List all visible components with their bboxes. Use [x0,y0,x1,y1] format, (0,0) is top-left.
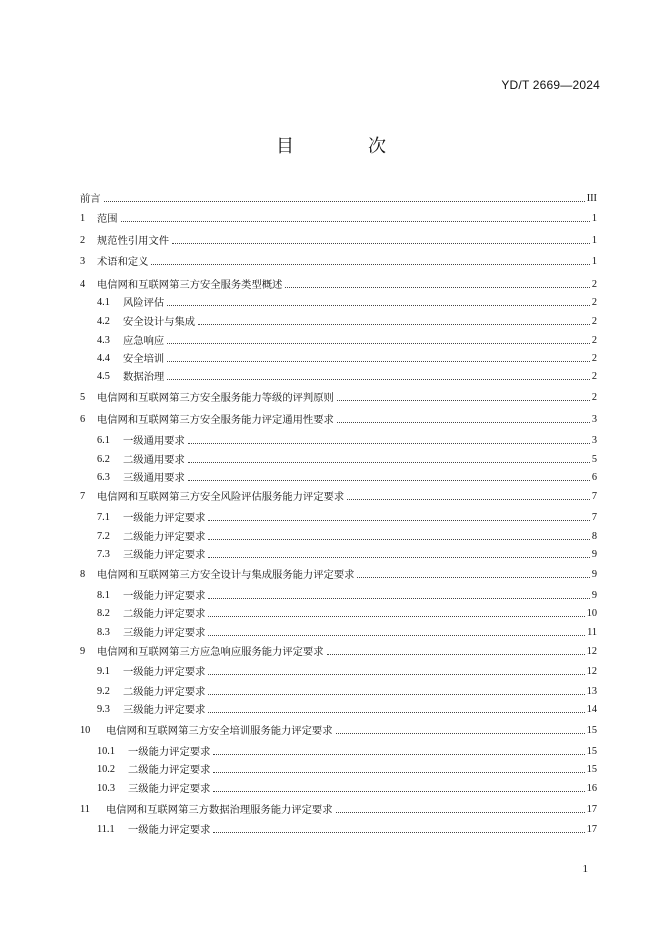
toc-entry-page: 2 [591,371,597,382]
toc-entry-number: 10 [80,725,91,736]
toc-dot-leader [337,399,590,401]
toc-entry-number: 2 [80,235,86,246]
toc-dot-leader [208,556,589,558]
toc-dot-leader [121,220,590,222]
toc-entry[interactable] [80,190,597,206]
toc-entry[interactable] [80,643,597,659]
toc-entry[interactable] [80,253,597,269]
toc-entry[interactable] [97,509,597,525]
toc-entry-title: 三级能力评定要求 [128,783,211,795]
toc-dot-leader [208,538,589,540]
toc-entry-number: 9.1 [97,666,110,677]
toc-entry-page: 16 [586,783,597,794]
toc-entry-page: 2 [591,279,597,290]
toc-entry-number: 4 [80,279,86,290]
toc-entry-number: 3 [80,256,86,267]
toc-entry-number: 7.1 [97,512,110,523]
toc-entry-number: 8.3 [97,627,110,638]
toc-entry-page: 7 [591,512,597,523]
toc-entry-page: 9 [591,590,597,601]
toc-entry-page: 10 [586,608,597,619]
toc-entry-title: 电信网和互联网第三方数据治理服务能力评定要求 [106,804,333,816]
toc-entry-number: 5 [80,392,86,403]
toc-entry[interactable] [97,332,597,348]
toc-entry-number: 11 [80,804,90,815]
toc-entry-title: 一级能力评定要求 [128,746,211,758]
toc-entry[interactable] [80,232,597,248]
toc-dot-leader [167,378,590,380]
toc-dot-leader [188,442,590,444]
toc-entry[interactable] [97,683,597,699]
toc-entry-title: 三级能力评定要求 [123,704,206,716]
toc-entry[interactable] [97,663,597,679]
toc-entry[interactable] [97,469,597,485]
toc-entry-title: 二级能力评定要求 [128,764,211,776]
toc-entry-title: 电信网和互联网第三方安全设计与集成服务能力评定要求 [97,569,355,581]
toc-dot-leader [357,576,589,578]
toc-entry[interactable] [80,276,597,292]
toc-entry-title: 二级通用要求 [123,454,185,466]
toc-entry-title: 一级通用要求 [123,435,185,447]
toc-entry-title: 三级通用要求 [123,472,185,484]
toc-entry-number: 7.2 [97,531,110,542]
toc-dot-leader [167,342,590,344]
toc-entry[interactable] [97,624,597,640]
toc-entry-page: 7 [591,491,597,502]
toc-entry-page: 2 [591,316,597,327]
toc-entry-page: 2 [591,392,597,403]
toc-dot-leader [208,519,589,521]
toc-entry-number: 8.2 [97,608,110,619]
toc-dot-leader [213,831,584,833]
toc-dot-leader [172,242,590,244]
toc-entry-number: 7.3 [97,549,110,560]
page-number: 1 [582,863,588,875]
toc-entry-title: 电信网和互联网第三方安全服务能力等级的评判原则 [97,392,334,404]
toc-entry-page: 12 [586,666,597,677]
toc-entry-number: 1 [80,213,86,224]
toc-entry-title: 二级能力评定要求 [123,608,206,620]
toc-dot-leader [188,479,590,481]
toc-entry-page: 17 [586,824,597,835]
toc-entry-number: 8 [80,569,86,580]
toc-entry[interactable] [80,722,597,738]
toc-entry[interactable] [80,389,597,405]
toc-dot-leader [208,615,584,617]
toc-entry-title: 风险评估 [123,297,165,309]
toc-entry-page: 14 [586,704,597,715]
toc-entry-page: 1 [591,235,597,246]
toc-entry-title: 三级能力评定要求 [123,549,206,561]
toc-entry-title: 电信网和互联网第三方安全风险评估服务能力评定要求 [97,491,345,503]
toc-entry-number: 4.3 [97,335,110,346]
toc-entry[interactable] [97,780,597,796]
toc-dot-leader [336,811,585,813]
toc-entry-page: 12 [586,646,597,657]
toc-dot-leader [327,653,585,655]
toc-dot-leader [208,693,584,695]
toc-entry-page: 3 [591,414,597,425]
toc-entry-title: 规范性引用文件 [97,235,170,247]
toc-entry-title: 安全设计与集成 [123,316,196,328]
toc-entry-number: 6.2 [97,454,110,465]
toc-dot-leader [198,323,590,325]
toc-entry-title: 安全培训 [123,353,165,365]
toc-dot-leader [213,771,584,773]
toc-dot-leader [167,304,590,306]
toc-entry-page: 15 [586,746,597,757]
toc-entry-page: III [586,193,597,204]
toc-entry-page: 13 [586,686,597,697]
toc-entry[interactable] [97,294,597,310]
toc-entry-page: 8 [591,531,597,542]
toc-dot-leader [167,360,590,362]
toc-entry[interactable] [97,368,597,384]
toc-entry[interactable] [97,546,597,562]
toc-entry-number: 9.3 [97,704,110,715]
toc-entry-page: 11 [587,627,597,638]
toc-entry-title: 一级能力评定要求 [123,590,206,602]
toc-entry-number: 9 [80,646,86,657]
toc-entry-title: 二级能力评定要求 [123,531,206,543]
toc-entry-page: 2 [591,335,597,346]
toc-entry[interactable] [97,528,597,544]
toc-entry-number: 4.5 [97,371,110,382]
toc-entry-page: 1 [591,213,597,224]
toc-entry[interactable] [97,350,597,366]
toc-entry-title: 电信网和互联网第三方安全服务类型概述 [97,279,283,291]
toc-entry-title: 一级能力评定要求 [123,512,206,524]
toc-dot-leader [188,461,590,463]
toc-entry-page: 9 [591,569,597,580]
toc-entry[interactable] [80,566,597,582]
toc-dot-leader [285,286,590,288]
document-code: YD/T 2669—2024 [501,78,600,92]
toc-dot-leader [347,498,590,500]
toc-entry-title: 电信网和互联网第三方安全培训服务能力评定要求 [106,725,333,737]
toc-entry-page: 9 [591,549,597,560]
toc-entry-title: 二级能力评定要求 [123,686,206,698]
toc-entry-title: 数据治理 [123,371,165,383]
toc-dot-leader [208,597,589,599]
toc-dot-leader [213,753,584,755]
toc-entry-page: 1 [591,256,597,267]
toc-entry[interactable] [97,761,597,777]
toc-entry-title: 范围 [97,213,118,225]
toc-entry-number: 7 [80,491,86,502]
toc-entry-number: 9.2 [97,686,110,697]
toc-dot-leader [336,732,585,734]
toc-entry[interactable] [80,411,597,427]
toc-entry-number: 10.2 [97,764,116,775]
toc-entry-page: 15 [586,725,597,736]
toc-entry-number: 6 [80,414,86,425]
toc-entry-page: 2 [591,353,597,364]
page-title: 目 次 [276,136,414,157]
toc-entry[interactable] [97,313,597,329]
toc-dot-leader [104,200,585,202]
toc-entry-title: 一级能力评定要求 [123,666,206,678]
toc-entry-title: 三级能力评定要求 [123,627,206,639]
toc-entry-title: 一级能力评定要求 [128,824,211,836]
toc-entry-page: 2 [591,297,597,308]
toc-dot-leader [208,711,584,713]
toc-entry-number: 4.1 [97,297,110,308]
toc-entry-page: 3 [591,435,597,446]
toc-entry[interactable] [80,801,597,817]
toc-entry[interactable] [80,210,597,226]
toc-entry-page: 6 [591,472,597,483]
toc-entry-title: 电信网和互联网第三方安全服务能力评定通用性要求 [97,414,334,426]
toc-entry-number: 8.1 [97,590,110,601]
toc-entry-page: 17 [586,804,597,815]
toc-dot-leader [151,263,589,265]
toc-entry[interactable] [97,743,597,759]
toc-dot-leader [208,634,585,636]
toc-entry-number: 4.4 [97,353,110,364]
toc-entry[interactable] [97,605,597,621]
toc-entry-page: 15 [586,764,597,775]
toc-entry[interactable] [97,587,597,603]
toc-entry[interactable] [97,432,597,448]
toc-entry[interactable] [80,488,597,504]
toc-entry-number: 6.1 [97,435,110,446]
toc-entry[interactable] [97,451,597,467]
toc-dot-leader [213,790,584,792]
toc-entry-number: 10.3 [97,783,116,794]
toc-entry[interactable] [97,821,597,837]
toc-entry-number: 11.1 [97,824,115,835]
toc-entry-page: 5 [591,454,597,465]
toc-entry[interactable] [97,701,597,717]
toc-entry-number: 6.3 [97,472,110,483]
toc-entry-number: 10.1 [97,746,116,757]
toc-entry-number: 4.2 [97,316,110,327]
toc-entry-title: 应急响应 [123,335,165,347]
toc-dot-leader [337,421,590,423]
toc-entry-title: 术语和定义 [97,256,149,268]
toc-dot-leader [208,673,584,675]
toc-entry-title: 电信网和互联网第三方应急响应服务能力评定要求 [97,646,324,658]
toc-entry-title: 前言 [80,193,101,205]
